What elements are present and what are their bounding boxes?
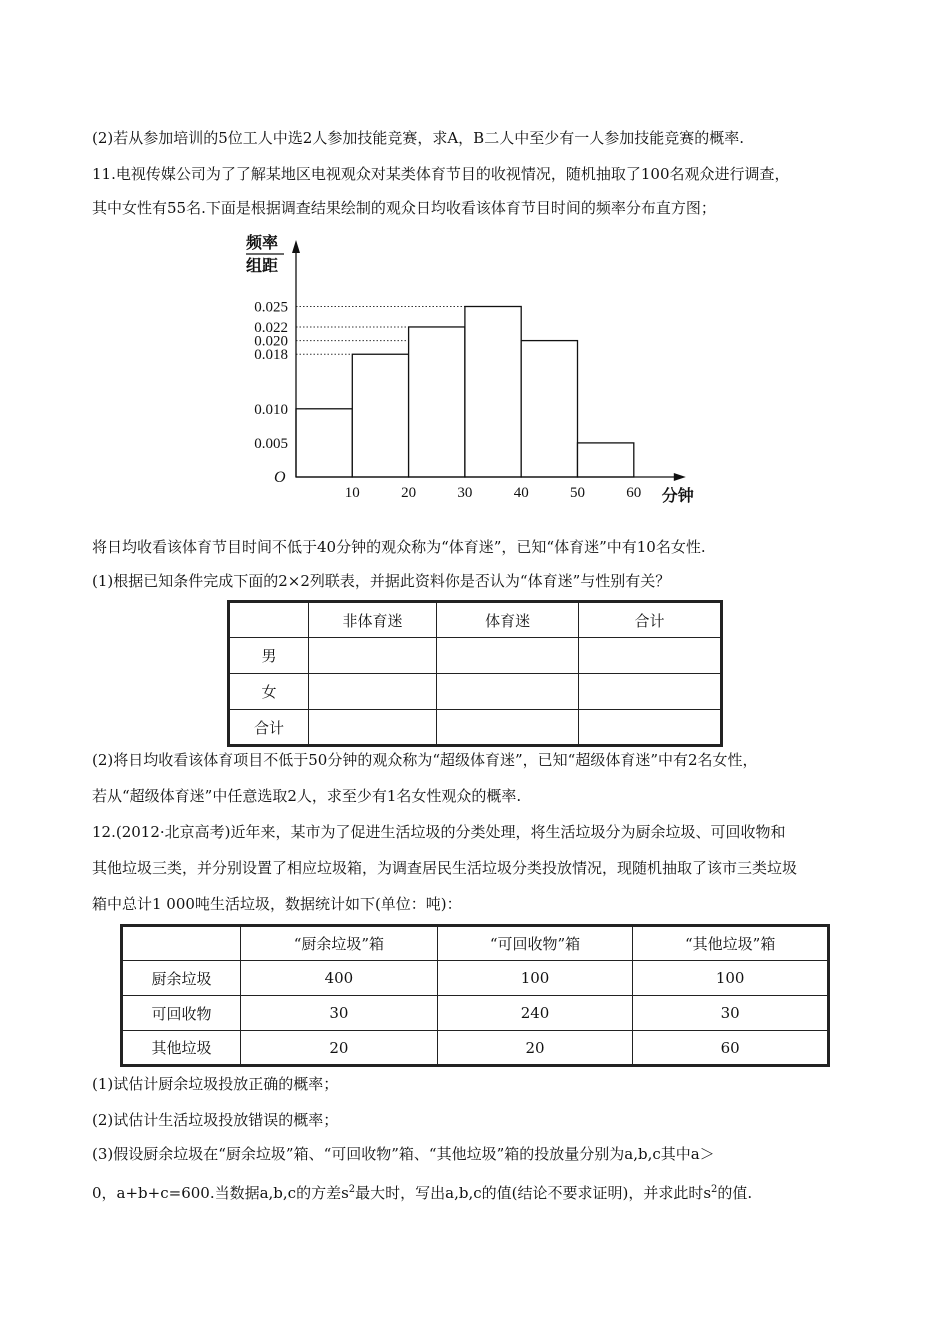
y-tick-label: 0.018 [254, 347, 288, 364]
frequency-histogram [240, 226, 710, 516]
row-label: 其他垃圾 [122, 1031, 241, 1066]
histogram-bar [521, 341, 577, 477]
question-12-intro: 12.(2012·北京高考)近年来，某市为了促进生活垃圾的分类处理，将生活垃圾分为厨余垃圾、可回收物和 [92, 823, 786, 841]
question-10-part-2: (2)若从参加培训的5位工人中选2人参加技能竞赛，求A，B二人中至少有一人参加技能竞赛的概率. [92, 129, 744, 147]
table-header: “厨余垃圾”箱 [241, 926, 438, 961]
y-axis-arrow [292, 240, 300, 253]
table-header: 非体育迷 [308, 602, 436, 638]
table-row [122, 1031, 829, 1066]
y-axis-label-bottom: 组距 [246, 258, 279, 275]
table-cell: 100 [633, 961, 829, 996]
table-cell [308, 674, 436, 710]
row-label: 厨余垃圾 [122, 961, 241, 996]
table-cell [122, 926, 241, 961]
table-cell: 20 [241, 1031, 438, 1066]
question-11-part-2: (2)将日均收看该体育项目不低于50分钟的观众称为“超级体育迷”，已知“超级体育迷”中有2名女性， [92, 751, 758, 769]
table-row [229, 674, 722, 710]
x-axis-label: 分钟 [661, 488, 694, 505]
histogram-bar [578, 443, 634, 477]
table-cell: 400 [241, 961, 438, 996]
row-label: 合计 [229, 710, 309, 746]
histogram-bar [465, 307, 521, 478]
table-cell: 30 [633, 996, 829, 1031]
text-segment: 最大时，写出a,b,c的值(结论不要求证明)，并求此时s [355, 1184, 712, 1202]
histogram-bar [409, 327, 465, 477]
table-cell [437, 638, 579, 674]
table-cell [437, 674, 579, 710]
contingency-table [227, 600, 723, 747]
table-header: 体育迷 [437, 602, 579, 638]
table-cell: 30 [241, 996, 438, 1031]
table-row [229, 710, 722, 746]
x-tick-label: 30 [457, 485, 473, 501]
text-segment: 0，a+b+c=600.当数据a,b,c的方差s [92, 1184, 349, 1202]
question-12-part-3-cont [92, 1180, 752, 1203]
table-cell [579, 638, 722, 674]
table-row [122, 996, 829, 1031]
row-label: 可回收物 [122, 996, 241, 1031]
table-header: “其他垃圾”箱 [633, 926, 829, 961]
x-axis-arrow [674, 473, 686, 481]
table-header: 合计 [579, 602, 722, 638]
question-11-part-2-cont: 若从“超级体育迷”中任意选取2人，求至少有1名女性观众的概率. [92, 787, 522, 805]
y-tick-label: 0.022 [254, 319, 288, 336]
x-tick-label: 50 [570, 485, 585, 501]
x-tick-label: 40 [513, 485, 529, 501]
table-cell: 20 [437, 1031, 633, 1066]
histogram-bar [296, 409, 352, 477]
superscript: 2 [348, 1184, 356, 1195]
table-cell [437, 710, 579, 746]
table-cell: 100 [437, 961, 633, 996]
y-axis-label-top: 频率 [246, 235, 279, 252]
question-11-part-1: (1)根据已知条件完成下面的2×2列联表，并据此资料你是否认为“体育迷”与性别有关？ [92, 572, 671, 590]
text-segment: 的值. [717, 1184, 753, 1202]
y-tick-label: 0.005 [254, 435, 288, 452]
table-cell [308, 638, 436, 674]
table-cell: 240 [437, 996, 633, 1031]
y-tick-label: 0.010 [254, 401, 288, 418]
table-cell [229, 602, 309, 638]
garbage-data-table [120, 924, 830, 1067]
x-tick-label: 20 [401, 485, 417, 501]
row-label: 男 [229, 638, 309, 674]
table-row [122, 961, 829, 996]
question-12-part-1: (1)试估计厨余垃圾投放正确的概率； [92, 1075, 339, 1093]
superscript: 2 [711, 1184, 718, 1195]
y-tick-label: 0.020 [254, 333, 288, 350]
table-cell [579, 710, 722, 746]
question-12-intro-cont: 其他垃圾三类，并分别设置了相应垃圾箱，为调查居民生活垃圾分类投放情况，现随机抽取了该市三类垃圾 [92, 859, 798, 877]
x-tick-label: 10 [344, 485, 360, 501]
question-12-part-2: (2)试估计生活垃圾投放错误的概率； [92, 1111, 339, 1129]
table-cell: 60 [633, 1031, 829, 1066]
table-cell [308, 710, 436, 746]
question-11-intro-cont: 其中女性有55名.下面是根据调查结果绘制的观众日均收看该体育节目时间的频率分布直方图； [92, 199, 716, 217]
table-header: “可回收物”箱 [437, 926, 633, 961]
question-11-intro: 11.电视传媒公司为了了解某地区电视观众对某类体育节目的收视情况，随机抽取了100名观众进行调查， [92, 165, 790, 183]
question-12-part-3: (3)假设厨余垃圾在“厨余垃圾”箱、“可回收物”箱、“其他垃圾”箱的投放量分别为a,b,c其中a＞ [92, 1145, 715, 1163]
question-12-intro-cont2: 箱中总计1 000吨生活垃圾，数据统计如下(单位：吨)： [92, 895, 462, 913]
x-tick-label: 60 [626, 485, 642, 501]
row-label: 女 [229, 674, 309, 710]
origin-label: O [274, 469, 286, 486]
histogram-bar [352, 354, 408, 477]
question-11-definition: 将日均收看该体育节目时间不低于40分钟的观众称为“体育迷”，已知“体育迷”中有10名女性. [92, 538, 706, 556]
table-row [229, 638, 722, 674]
y-tick-label: 0.025 [254, 299, 288, 316]
table-cell [579, 674, 722, 710]
